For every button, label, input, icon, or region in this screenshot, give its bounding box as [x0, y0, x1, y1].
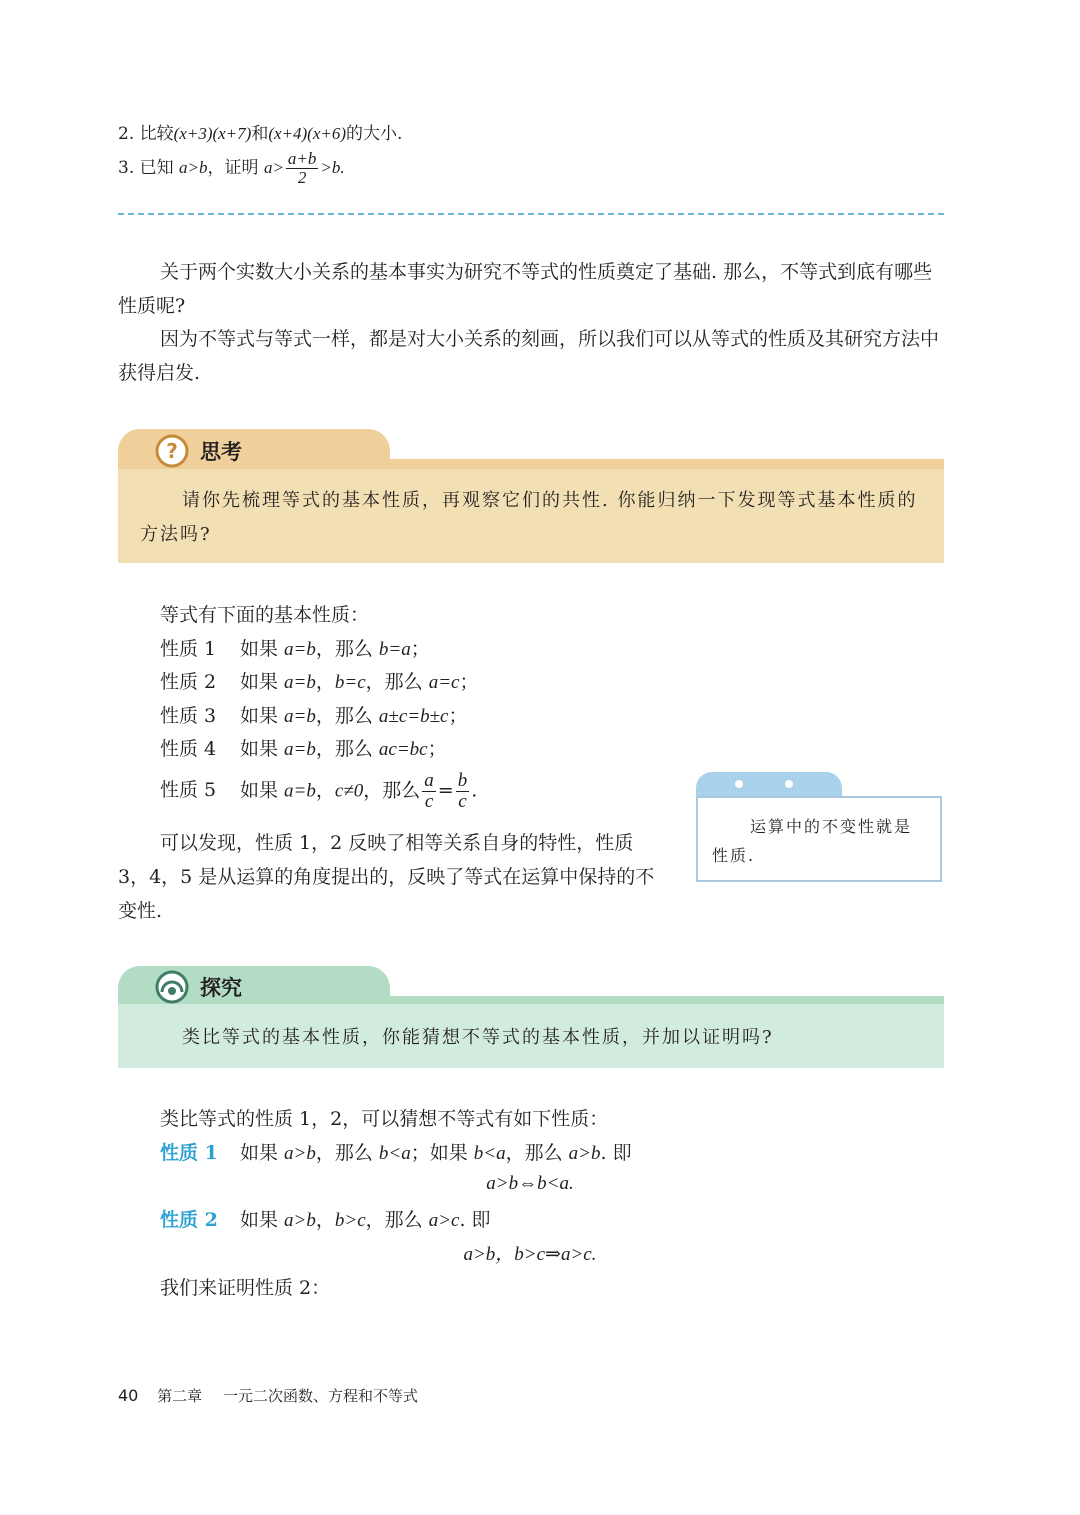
inequality-property-2: 性质 2 如果 a>b，b>c，那么 a>c. 即 — [160, 1209, 491, 1231]
proof-lead: 我们来证明性质 2： — [160, 1277, 331, 1299]
equality-lead: 等式有下面的基本性质： — [160, 604, 370, 626]
think-box-title: 思考 — [200, 440, 242, 464]
fraction: $\frac{b}{c}$ — [457, 770, 468, 812]
exercise-2: 2. 比较(x+3)(x+7)和(x+4)(x+6)的大小. — [118, 124, 403, 144]
inequality-lead: 类比等式的性质 1，2，可以猜想不等式有如下性质： — [160, 1108, 609, 1130]
equality-property-2: 性质 2 如果 a=b，b=c，那么 a=c； — [160, 671, 479, 693]
side-note-dot — [735, 780, 743, 788]
chapter-title: 一元二次函数、方程和不等式 — [222, 1387, 418, 1405]
section-divider — [118, 213, 944, 215]
side-note-dot — [785, 780, 793, 788]
equality-property-1: 性质 1 如果 a=b，那么 b=a； — [160, 638, 430, 660]
inequality-property-2-display: a>b，b>c⇒a>c. — [463, 1244, 597, 1265]
chapter-label: 第二章 — [157, 1387, 203, 1405]
fraction: $\frac{a}{c}$ — [424, 770, 434, 812]
inequality-property-1-display: a>b⇔b<a. — [486, 1173, 574, 1194]
side-note-tab — [696, 772, 842, 798]
explore-box-title: 探究 — [200, 976, 242, 1000]
exercise-3: 3. 已知 a>b，证明 a> $\frac{a+b}{2}$ >b. — [118, 149, 345, 187]
svg-text:?: ? — [166, 439, 178, 463]
side-note-text: 运算中的不变性就是性质. — [712, 817, 913, 865]
equality-property-3: 性质 3 如果 a=b，那么 a±c=b±c； — [160, 705, 468, 727]
equality-property-4: 性质 4 如果 a=b，那么 ac=bc； — [160, 738, 447, 760]
question-icon — [155, 434, 189, 472]
intro-paragraph-2: 因为不等式与等式一样，都是对大小关系的刻画，所以我们可以从等式的性质及其研究方法中获得启发. — [118, 328, 940, 384]
explore-box-body: 类比等式的基本性质，你能猜想不等式的基本性质，并加以证明吗? — [182, 1027, 774, 1048]
fraction: $\frac{a+b}{2}$ — [287, 149, 317, 187]
think-box-body: 请你先梳理等式的基本性质，再观察它们的共性. 你能归纳一下发现等式基本性质的方法吗? — [140, 490, 918, 545]
page-number: 40 — [118, 1386, 139, 1405]
equality-property-5: 性质 5 如果 a=b，c≠0，那么 $\frac{a}{c}$ = $\frac{b}{c}$ . — [160, 770, 478, 812]
explore-icon — [155, 970, 189, 1008]
page-footer — [118, 1385, 418, 1406]
equality-summary: 可以发现，性质 1，2 反映了相等关系自身的特性，性质 3，4，5 是从运算的角度提出的，反映了等式在运算中保持的不变性. — [118, 832, 655, 922]
intro-paragraph-1: 关于两个实数大小关系的基本事实为研究不等式的性质奠定了基础. 那么，不等式到底有哪些性质呢? — [118, 261, 933, 317]
inequality-property-1: 性质 1 如果 a>b，那么 b<a；如果 b<a，那么 a>b. 即 — [160, 1142, 632, 1164]
